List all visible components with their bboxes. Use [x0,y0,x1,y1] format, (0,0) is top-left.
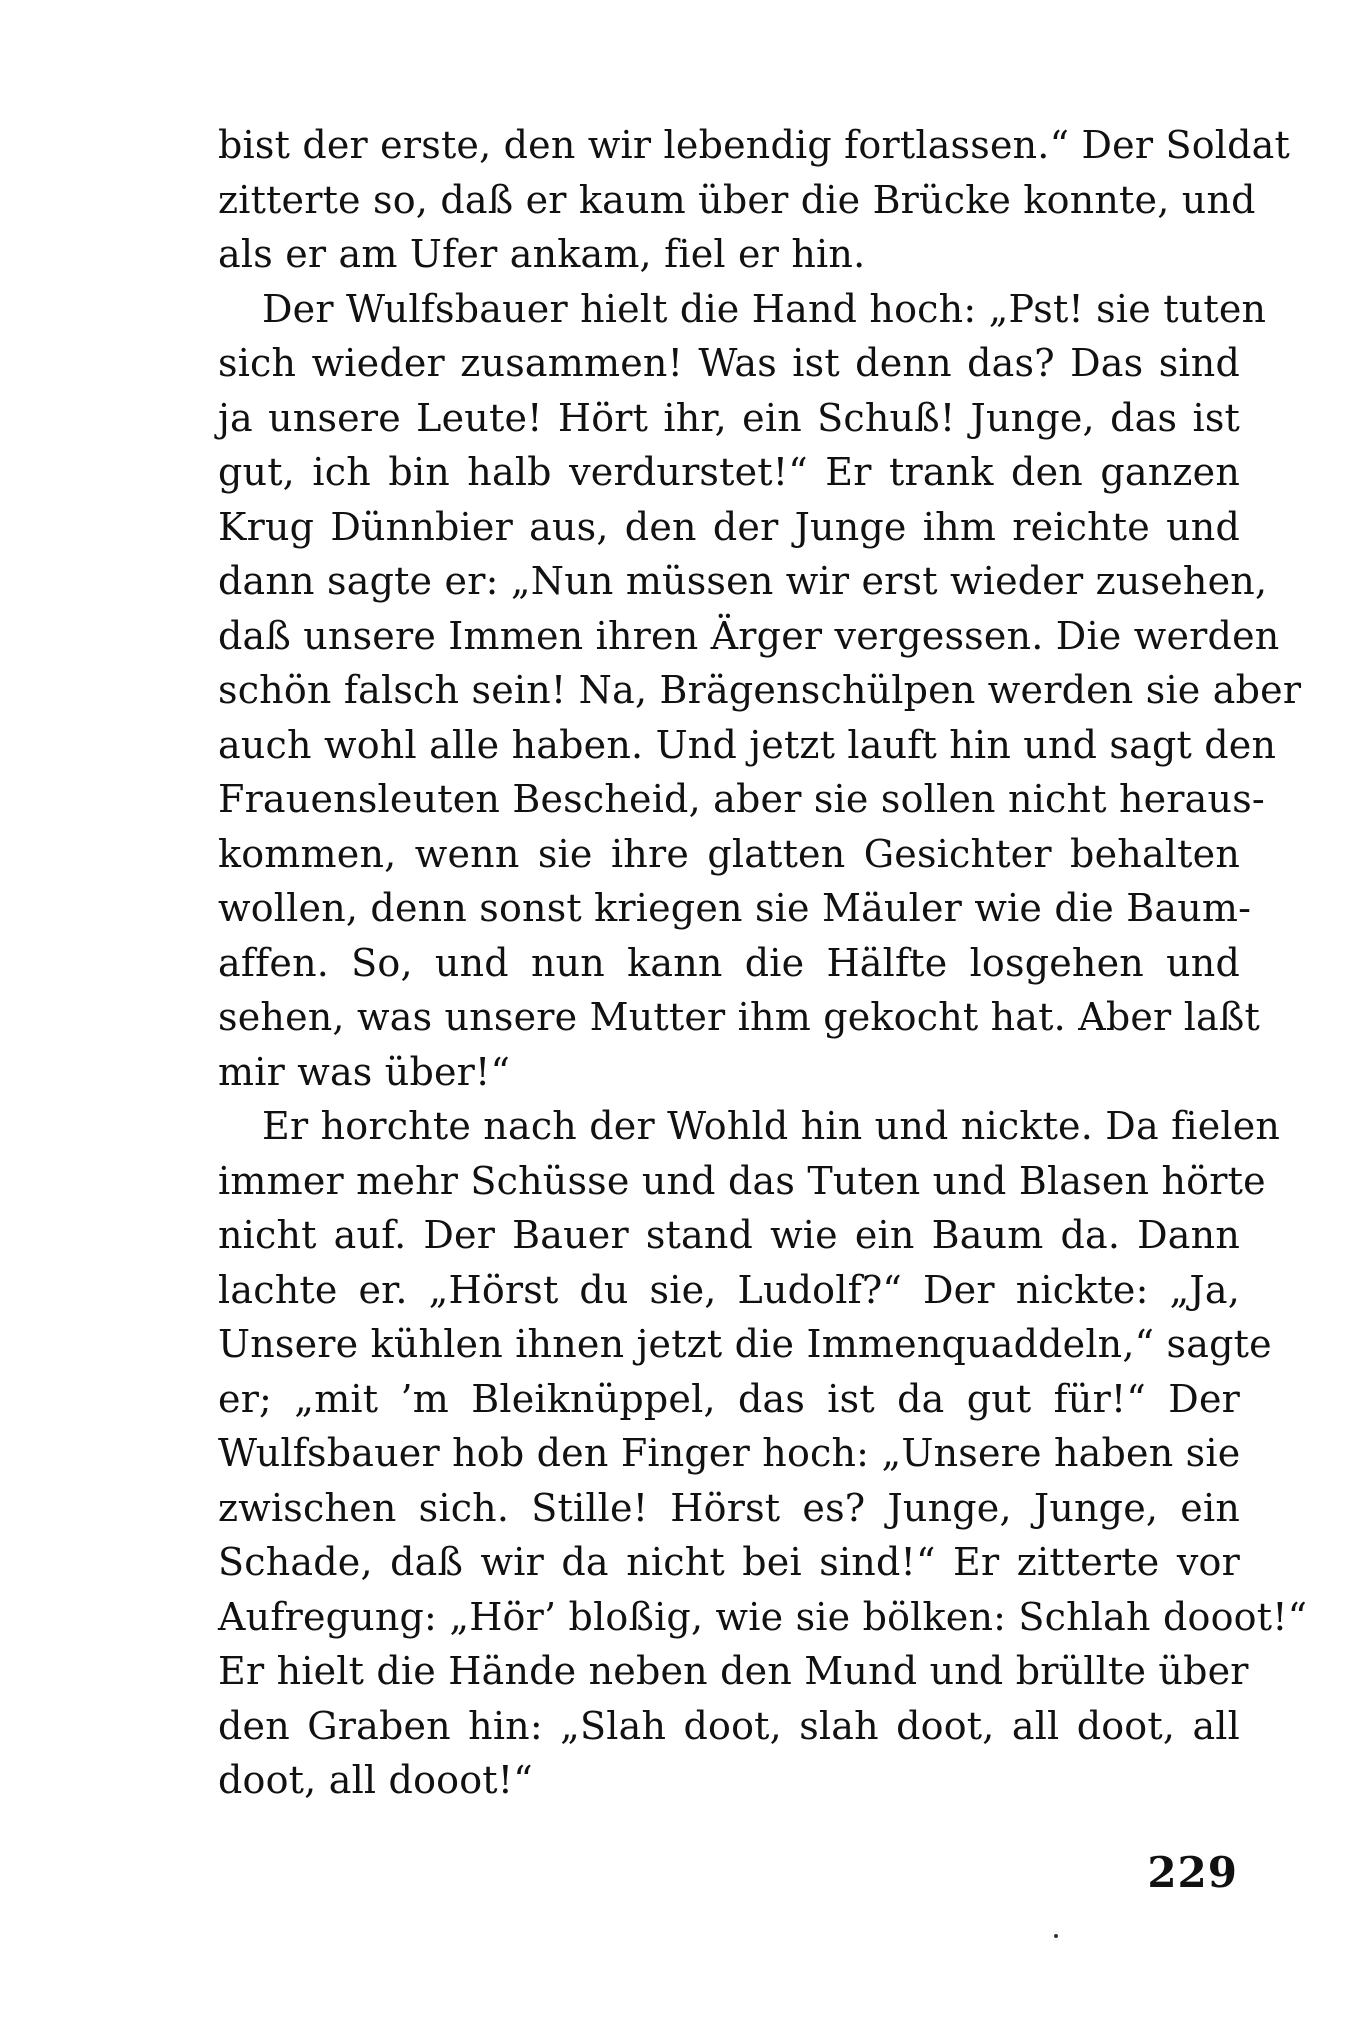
text-line: ja unsere Leute! Hört ihr, ein Schuß! Junge, das ist [218,395,1240,440]
text-line: sehen, was unsere Mutter ihm gekocht hat. Aber laßt [218,995,1260,1039]
text-line: Wulfsbauer hob den Finger hoch: „Unsere haben sie [218,1431,1241,1475]
text-line: affen. So, und nun kann die Hälfte losgehen und [218,940,1240,985]
text-line: zwischen sich. Stille! Hörst es? Junge, Junge, ein [218,1485,1240,1530]
text-line: Krug Dünnbier aus, den der Junge ihm reichte und [218,504,1240,549]
text-line: Er hielt die Hände neben den Mund und brüllte über [218,1649,1249,1693]
text-line: Er horchte nach der Wohld hin und nickte. Da fielen [262,1104,1281,1148]
print-speck [1054,1934,1058,1938]
text-line: schön falsch sein! Na, Brägenschülpen werden sie aber [218,668,1302,712]
text-line: zitterte so, daß er kaum über die Brücke konnte, und [218,177,1256,222]
text-line: Frauensleuten Bescheid, aber sie sollen nicht heraus- [218,777,1265,821]
text-line: bist der erste, den wir lebendig fortlassen.“ Der Soldat [218,123,1291,167]
paragraph-2 [218,282,1302,1100]
text-line: mir was über!“ [218,1049,511,1094]
text-line: Unsere kühlen ihnen jetzt die Immenquaddeln,“ sagte [218,1322,1272,1366]
text-line: lachte er. „Hörst du sie, Ludolf?“ Der nickte: „Ja, [218,1267,1240,1312]
text-line: als er am Ufer ankam, fiel er hin. [218,232,866,276]
body-text [218,118,1308,1808]
text-line: Aufregung: „Hör’ bloßig, wie sie bölken: Schlah dooot!“ [218,1594,1308,1639]
text-line: Schade, daß wir da nicht bei sind!“ Er zitterte vor [218,1540,1240,1584]
text-line: wollen, denn sonst kriegen sie Mäuler wie die Baum- [218,886,1252,930]
paragraph-1 [218,118,1291,282]
paragraph-3 [218,1099,1308,1808]
text-line: sich wieder zusammen! Was ist denn das? Das sind [218,341,1240,385]
text-line: daß unsere Immen ihren Ärger vergessen. Die werden [218,613,1280,658]
text-line: kommen, wenn sie ihre glatten Gesichter behalten [218,831,1240,876]
text-line: immer mehr Schüsse und das Tuten und Blasen hörte [218,1158,1266,1203]
text-line: den Graben hin: „Slah doot, slah doot, all doot, all [218,1703,1240,1748]
text-line: auch wohl alle haben. Und jetzt lauft hin und sagt den [218,722,1277,767]
text-line: doot, all dooot!“ [218,1758,533,1802]
page-number: 229 [1147,1848,1238,1897]
text-line: gut, ich bin halb verdurstet!“ Er trank den ganzen [218,450,1240,494]
text-line: nicht auf. Der Bauer stand wie ein Baum da. Dann [218,1213,1240,1257]
text-line: Der Wulfsbauer hielt die Hand hoch: „Pst! sie tuten [262,286,1267,331]
text-line: er; „mit ’m Bleiknüppel, das ist da gut für!“ Der [218,1376,1240,1421]
text-line: dann sagte er: „Nun müssen wir erst wieder zusehen, [218,559,1268,603]
